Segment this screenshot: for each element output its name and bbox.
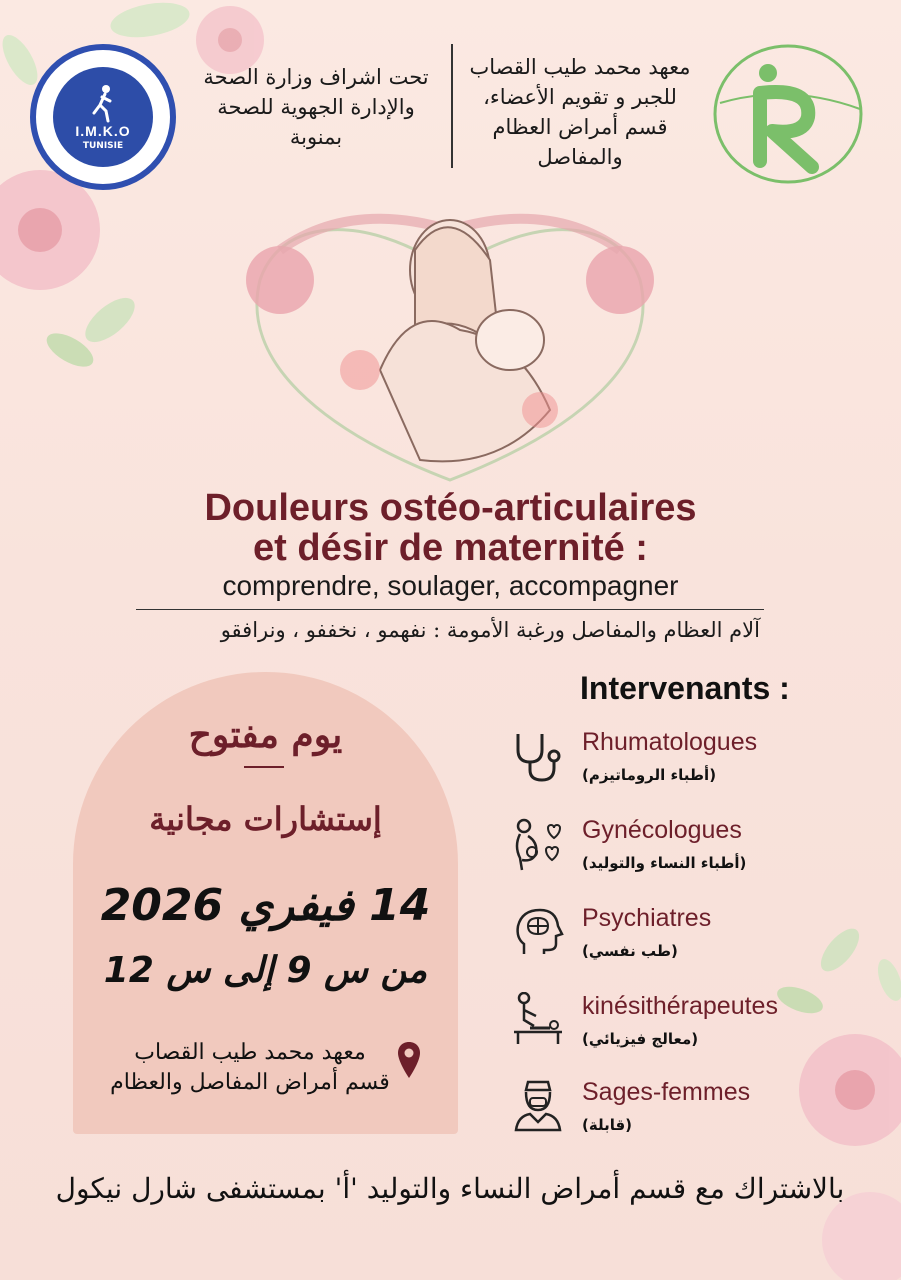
speaker-title: Gynécologues [582,816,742,844]
rehab-logo [712,43,864,185]
speaker-title: Sages-femmes [582,1078,751,1106]
institute-line: قسم أمراض العظام [492,115,668,139]
location-line: معهد محمد طيب القصاب [134,1040,366,1065]
institute-name [460,52,700,172]
supervision-text [196,62,436,152]
supervision-line: تحت اشراف وزارة الصحة [203,65,429,89]
speaker-item [510,904,810,984]
open-day-underline [244,766,284,768]
title-line-1: Douleurs ostéo-articulaires [204,487,697,529]
logo-country: TUNISIE [82,141,124,151]
free-consultations: إستشارات مجانية [149,800,382,838]
speaker-arabic: (أطباء الروماتيزم) [582,766,717,784]
subtitle: comprendre, soulager, accompagner [222,570,679,601]
arabic-title: آلام العظام والمفاصل ورغبة الأمومة : نفهمو ، نخففو ، ونرافقو [220,618,760,642]
supervision-line: والإدارة الجهوية للصحة [217,95,415,119]
main-title [0,488,901,568]
supervision-line: بمنوبة [289,125,343,149]
stethoscope-icon [510,728,566,784]
event-location [100,1038,400,1098]
location-line: قسم أمراض المفاصل والعظام [110,1070,390,1095]
speaker-title: Psychiatres [582,904,712,932]
speaker-arabic: (معالج فيزيائي) [582,1030,699,1048]
speaker-arabic: (قابلة) [582,1116,633,1134]
speaker-item [510,992,810,1072]
title-line-2: et désir de maternité : [253,527,648,569]
speakers-heading: Intervenants : [580,670,790,706]
partnership-footer: بالاشتراك مع قسم أمراض النساء والتوليد 'أ' بمستشفى شارل نيكول [55,1172,845,1205]
title-divider [136,609,764,610]
open-day-heading: يوم مفتوح [188,714,343,756]
physiotherapy-icon [510,992,566,1048]
event-time: من س 9 إلى س 12 [103,950,428,991]
brain-head-icon [510,904,566,960]
event-date: 14 فيفري 2026 [100,880,431,931]
institute-logo [30,44,176,190]
mother-baby-illustration [200,190,700,490]
midwife-icon [510,1078,566,1134]
logo-abbreviation: I.M.K.O [75,123,131,139]
institute-line: معهد محمد طيب القصاب [469,55,691,79]
speaker-item [510,1078,810,1158]
header-divider [451,44,453,168]
runner-icon [88,83,118,123]
pregnancy-icon [510,816,566,872]
logo-emblem [53,67,153,167]
institute-line: والمفاصل [537,145,623,169]
institute-line: للجبر و تقويم الأعضاء، [483,85,677,109]
speaker-arabic: (أطباء النساء والتوليد) [582,854,747,872]
speaker-title: kinésithérapeutes [582,992,778,1020]
location-pin-icon [398,1042,420,1078]
speaker-arabic: (طب نفسي) [582,942,678,960]
speaker-title: Rhumatologues [582,728,758,756]
speaker-item [510,728,810,808]
speaker-item [510,816,810,896]
